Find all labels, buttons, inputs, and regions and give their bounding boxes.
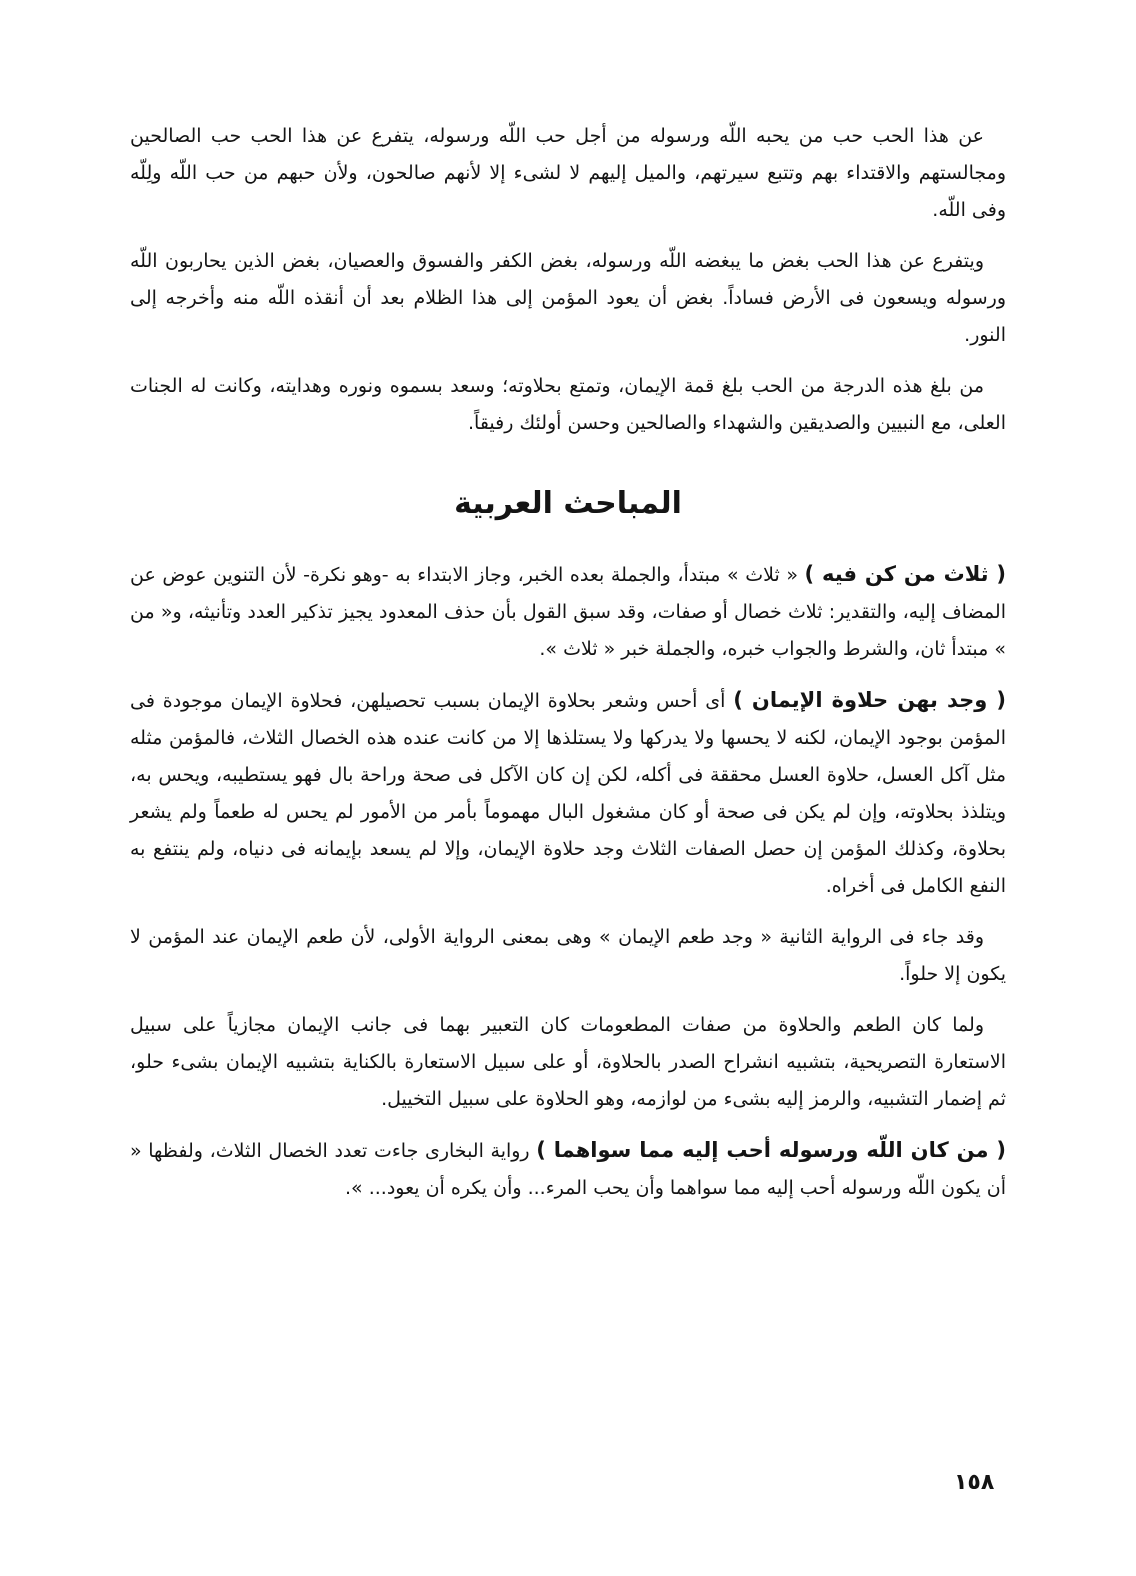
section-heading: المباحث العربية bbox=[454, 486, 682, 521]
page-number: ١٥٨ bbox=[954, 1470, 995, 1495]
entry-paragraph-1 bbox=[130, 556, 1006, 668]
entry-text-1: « ثلاث » مبتدأ، والجملة بعده الخبر، وجاز الابتداء به -وهو نكرة- لأن التنوين عوض عن المضاف إليه، والتقدير: ثلاث خصال أو صفات، وقد سبق القول بأن حذف المعدود يجيز تذكير العدد وتأنيثه، و« من » مبتدأ ثان، والشرط والجواب خبره، والجملة خبر « ثلاث ». bbox=[130, 564, 1006, 660]
page-body bbox=[130, 118, 1006, 1221]
paragraph-intro-3: من بلغ هذه الدرجة من الحب بلغ قمة الإيمان، وتمتع بحلاوته؛ وسعد بسموه ونوره وهدايته، وكانت له الجنات العلى، مع النبيين والصديقين والشهداء والصالحين وحسن أولئك رفيقاً. bbox=[130, 375, 1006, 434]
entry-text-2: أى أحس وشعر بحلاوة الإيمان بسبب تحصيلهن، فحلاوة الإيمان موجودة فى المؤمن بوجود الإيمان، لكنه لا يحسها ولا يدركها ولا يستلذها إلا من كانت عنده هذه الخصال الثلاث، فالمؤمن مثله مثل آكل العسل، حلاوة العسل محققة فى أكله، لكن إن كان الآكل فى صحة وراحة بال فهو يستطيبه، ويحس به، ويتلذذ بحلاوته، وإن لم يكن فى صحة أو كان مشغول البال مهموماً بأمر من الأمور لم يحس له طعماً ولم يشعر بحلاوة، وكذلك المؤمن إن حصل الصفات الثلاث وجد حلاوة الإيمان، وإلا لم يسعد بإيمانه فى دنياه، ولم ينتفع به النفع الكامل فى أخراه. bbox=[130, 690, 1006, 897]
entry-term-3: ( من كان اللّه ورسوله أحب إليه مما سواهما ) bbox=[536, 1138, 1006, 1162]
paragraph-middle-1: وقد جاء فى الرواية الثانية « وجد طعم الإيمان » وهى بمعنى الرواية الأولى، لأن طعم الإيمان عند المؤمن لا يكون إلا حلواً. bbox=[130, 926, 1006, 985]
entry-paragraph-3 bbox=[130, 1132, 1006, 1207]
paragraph-intro-2: ويتفرع عن هذا الحب بغض ما يبغضه اللّه ورسوله، بغض الكفر والفسوق والعصيان، بغض الذين يحاربون اللّه ورسوله ويسعون فى الأرض فساداً. بغض أن يعود المؤمن إلى هذا الظلام بعد أن أنقذه اللّه منه وأخرجه إلى النور. bbox=[130, 250, 1006, 346]
paragraph-intro-1: عن هذا الحب حب من يحبه اللّه ورسوله من أجل حب اللّه ورسوله، يتفرع عن هذا الحب حب الصالحين ومجالستهم والاقتداء بهم وتتبع سيرتهم، والميل إليهم لا لشىء إلا لأنهم صالحون، ولأن حبهم من حب اللّه ولِلّه وفى اللّه. bbox=[130, 125, 1006, 221]
paragraph-middle-2: ولما كان الطعم والحلاوة من صفات المطعومات كان التعبير بهما فى جانب الإيمان مجازياً على سبيل الاستعارة التصريحية، بتشبيه انشراح الصدر بالحلاوة، أو على سبيل الاستعارة بالكناية بتشبيه الإيمان بشىء حلو، ثم إضمار التشبيه، والرمز إليه بشىء من لوازمه، وهو الحلاوة على سبيل التخييل. bbox=[130, 1014, 1006, 1110]
entry-term-1: ( ثلاث من كن فيه ) bbox=[804, 562, 1006, 586]
entry-paragraph-2 bbox=[130, 682, 1006, 905]
entry-text-3: رواية البخارى جاءت تعدد الخصال الثلاث، ولفظها « أن يكون اللّه ورسوله أحب إليه مما سواهما وأن يحب المرء... وأن يكره أن يعود... ». bbox=[130, 1140, 1006, 1199]
entry-term-2: ( وجد بهن حلاوة الإيمان ) bbox=[733, 688, 1006, 712]
